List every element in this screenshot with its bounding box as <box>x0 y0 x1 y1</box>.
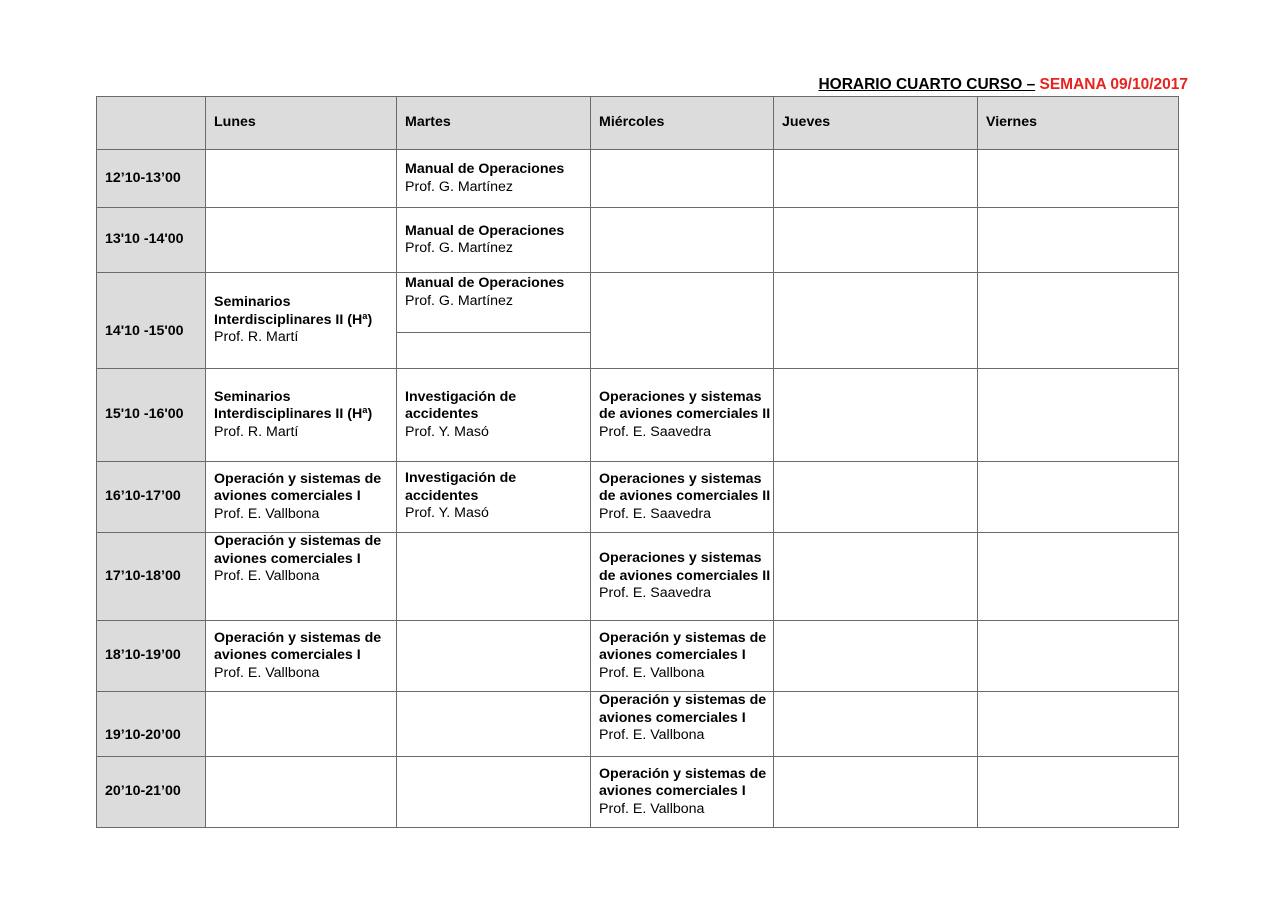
header-lunes: Lunes <box>206 97 397 150</box>
cell-empty <box>978 150 1179 208</box>
time-slot: 14'10 -15'00 <box>97 273 206 369</box>
cell-class <box>591 533 774 621</box>
cell-class <box>397 273 591 333</box>
professor: Prof. R. Martí <box>214 329 299 346</box>
cell-class <box>397 369 591 462</box>
professor: Prof. Y. Masó <box>405 423 489 440</box>
cell-class <box>397 150 591 208</box>
subject: Investigación de accidentes <box>405 388 517 423</box>
cell-empty <box>397 533 591 621</box>
title-week: SEMANA 09/10/2017 <box>1035 76 1188 93</box>
subject: Operaciones y sistemas de aviones comerciales II <box>599 470 771 505</box>
professor: Prof. E. Saavedra <box>599 505 711 522</box>
professor: Prof. E. Vallbona <box>214 505 320 522</box>
header-corner <box>97 97 206 150</box>
cell-class <box>397 208 591 273</box>
table-row <box>97 273 1179 333</box>
subject: Seminarios Interdisciplinares II (Hª) <box>214 388 373 423</box>
professor: Prof. E. Vallbona <box>214 568 320 584</box>
cell-empty <box>397 692 591 757</box>
cell-class <box>591 621 774 692</box>
professor: Prof. Y. Masó <box>405 505 489 521</box>
subject: Manual de Operaciones <box>405 222 565 239</box>
subject: Seminarios Interdisciplinares II (Hª) <box>214 294 373 328</box>
cell-class <box>591 369 774 462</box>
header-viernes: Viernes <box>978 97 1179 150</box>
header-jueves: Jueves <box>774 97 978 150</box>
cell-empty <box>774 208 978 273</box>
professor: Prof. G. Martínez <box>405 240 514 256</box>
cell-empty <box>591 273 774 369</box>
cell-empty <box>774 273 978 369</box>
table-row <box>97 533 1179 621</box>
subject: Manual de Operaciones <box>405 161 565 177</box>
subject: Operación y sistemas de aviones comerciales I <box>599 629 767 664</box>
cell-class <box>591 757 774 828</box>
cell-class <box>206 621 397 692</box>
cell-empty <box>978 692 1179 757</box>
cell-class <box>206 462 397 533</box>
table-row <box>97 621 1179 692</box>
professor: Prof. E. Saavedra <box>599 585 711 602</box>
cell-empty <box>978 533 1179 621</box>
cell-empty <box>978 369 1179 462</box>
subject: Investigación de accidentes <box>405 470 517 504</box>
cell-empty <box>397 333 591 369</box>
professor: Prof. R. Martí <box>214 423 299 440</box>
cell-empty <box>591 150 774 208</box>
cell-class <box>206 369 397 462</box>
subject: Operaciones y sistemas de aviones comerciales II <box>599 550 771 584</box>
cell-class <box>397 462 591 533</box>
cell-empty <box>591 208 774 273</box>
subject: Operación y sistemas de aviones comerciales I <box>214 629 382 664</box>
cell-empty <box>978 621 1179 692</box>
cell-empty <box>774 369 978 462</box>
cell-empty <box>774 621 978 692</box>
table-row <box>97 208 1179 273</box>
cell-empty <box>206 692 397 757</box>
table-row <box>97 462 1179 533</box>
professor: Prof. E. Saavedra <box>599 423 711 440</box>
cell-empty <box>774 462 978 533</box>
cell-class <box>591 692 774 757</box>
time-slot: 20’10-21’00 <box>97 757 206 828</box>
subject: Operación y sistemas de aviones comerciales I <box>214 470 382 505</box>
time-slot: 16’10-17’00 <box>97 462 206 533</box>
subject: Manual de Operaciones <box>405 275 565 291</box>
cell-empty <box>978 757 1179 828</box>
cell-empty <box>206 150 397 208</box>
cell-empty <box>978 462 1179 533</box>
header-miercoles: Miércoles <box>591 97 774 150</box>
cell-empty <box>774 150 978 208</box>
professor: Prof. E. Vallbona <box>599 664 705 681</box>
professor: Prof. E. Vallbona <box>214 664 320 681</box>
cell-empty <box>978 273 1179 369</box>
cell-empty <box>774 757 978 828</box>
schedule-title <box>818 76 1188 94</box>
subject: Operación y sistemas de aviones comerciales I <box>599 692 767 726</box>
professor: Prof. G. Martínez <box>405 292 514 309</box>
subject: Operación y sistemas de aviones comerciales I <box>214 533 382 567</box>
header-martes: Martes <box>397 97 591 150</box>
header-row <box>97 97 1179 150</box>
subject: Operación y sistemas de aviones comerciales I <box>599 765 767 800</box>
title-dash: – <box>1026 76 1036 93</box>
professor: Prof. E. Vallbona <box>599 727 705 743</box>
subject: Operaciones y sistemas de aviones comerciales II <box>599 388 771 423</box>
cell-empty <box>978 208 1179 273</box>
cell-class <box>591 462 774 533</box>
time-slot: 18’10-19’00 <box>97 621 206 692</box>
cell-empty <box>206 208 397 273</box>
professor: Prof. E. Vallbona <box>599 800 705 817</box>
table-row <box>97 369 1179 462</box>
cell-empty <box>774 692 978 757</box>
table-row <box>97 757 1179 828</box>
professor: Prof. G. Martínez <box>405 178 514 195</box>
table-row <box>97 150 1179 208</box>
time-slot: 13'10 -14'00 <box>97 208 206 273</box>
cell-empty <box>206 757 397 828</box>
title-main: HORARIO CUARTO CURSO <box>818 76 1027 93</box>
cell-empty <box>397 621 591 692</box>
time-slot: 15'10 -16'00 <box>97 369 206 462</box>
time-slot: 19’10-20’00 <box>97 692 206 757</box>
schedule-table <box>96 96 1179 828</box>
time-slot: 12’10-13’00 <box>97 150 206 208</box>
cell-empty <box>774 533 978 621</box>
cell-class <box>206 533 397 621</box>
cell-empty <box>397 757 591 828</box>
cell-class <box>206 273 397 369</box>
time-slot: 17’10-18’00 <box>97 533 206 621</box>
table-row <box>97 692 1179 757</box>
